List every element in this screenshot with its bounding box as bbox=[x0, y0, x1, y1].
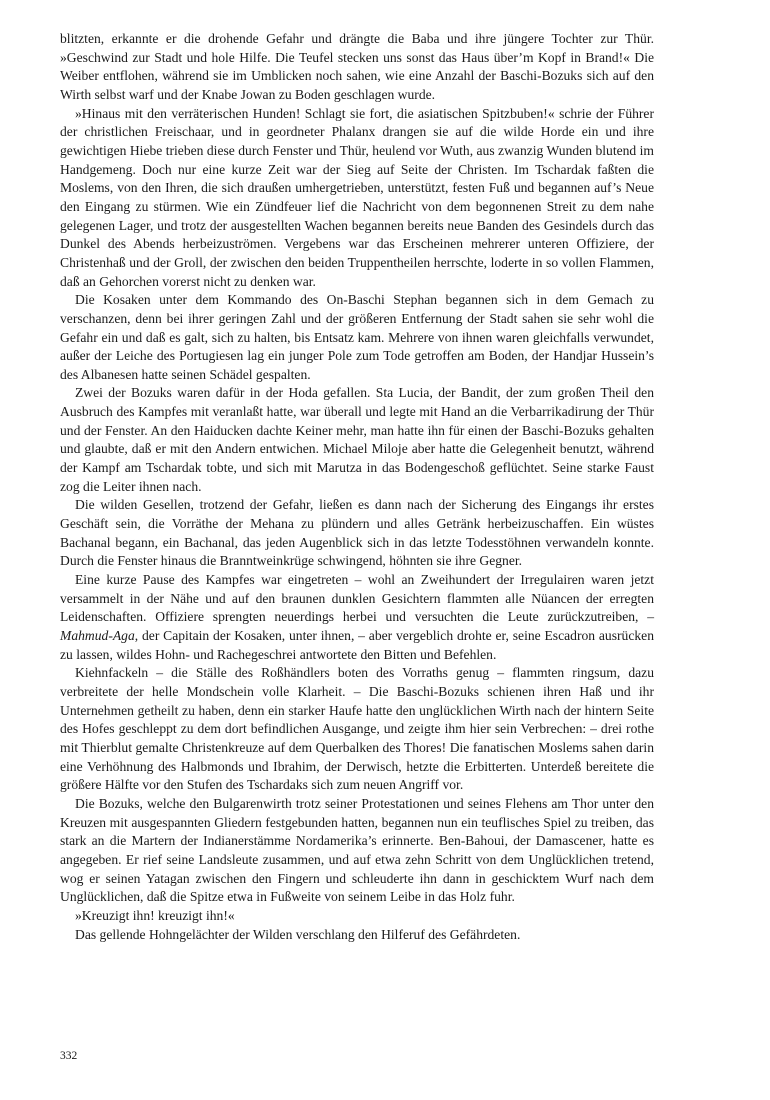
paragraph-7: Kiehnfackeln – die Ställe des Roßhändlers boten des Vorraths genug – flammten ringsum, dazu verbreitete der helle Mondschein volle Klarheit. – Die Baschi-Bozuks schienen ihren Haß und ihr Unternehmen getheilt zu haben, denn ein starker Haufe hatte den unglücklichen Wirth nach der hintern Seite des Hofes geschleppt zu dem dort befindlichen Ausgange, und zeigte ihm hier sein Verbrechen: – drei rothe mit Thierblut gemalte Christenkreuze auf dem Querbalken des Thores! Die fanatischen Moslems sahen darin eine Verhöhnung des Halbmonds und Ibrahim, der Derwisch, hetzte die Erbitterten. Unterdeß bereitete die größere Hälfte vor den Stufen des Tschardaks sich zum neuen Angriff vor. bbox=[60, 665, 654, 793]
paragraph-8: Die Bozuks, welche den Bulgarenwirth trotz seiner Protestationen und seines Flehens am Thor unter den Kreuzen mit ausgespannten Gliedern festgebunden hatten, begannen nun ein teuflisches Spiel zu treiben, das stark an die Martern der Indianerstämme Nordamerika’s erinnerte. Ben-Bahoui, der Damascener, hatte es angegeben. Er rief seine Landsleute zusammen, und auf etwa zehn Schritt von dem Unglücklichen tretend, wog er seinen Yatagan zwischen den Fingern und schleuderte ihn dann in geschicktem Wurf nach dem Unglücklichen, daß die Spitze etwa in Fußweite von seinem Leibe in das Holz fuhr. bbox=[60, 795, 654, 905]
paragraph-9: »Kreuzigt ihn! kreuzigt ihn!« bbox=[75, 907, 235, 923]
paragraph-6-start: Eine kurze Pause des Kampfes war eingetreten – wohl an Zweihundert der Irregulairen waren jetzt versammelt in der Nähe und auf den braunen dunklen Gesichtern flammten alle Nüancen der erregten Leidenschaften. Offiziere sprengten neuerdings herbei und versuchten die Leute zurückzutreiben, – bbox=[60, 572, 654, 625]
page-number: 332 bbox=[60, 1050, 78, 1062]
paragraph-6 bbox=[60, 571, 654, 664]
page-body bbox=[60, 30, 654, 944]
italic-name: Mahmud-Aga bbox=[60, 628, 135, 643]
paragraph-5: Die wilden Gesellen, trotzend der Gefahr, ließen es dann nach der Sicherung des Eingangs ihr erstes Geschäft sein, die Vorräthe der Mehana zu plündern und alles Getränk herbeizuschaffen. Ein wüstes Bachanal begann, ein Bachanal, das jeden Augenblick sich in das letzte Todesstöhnen verwandeln konnte. Durch die Fenster hinaus die Branntweinkrüge schwingend, höhnten sie ihre Gegner. bbox=[60, 497, 654, 569]
paragraph-3: Die Kosaken unter dem Kommando des On-Baschi Stephan begannen sich in dem Gemach zu verschanzen, denn bei ihrer geringen Zahl und der größeren Entfernung der Stadt sahen sie sehr wohl die Gefahr ein und daß es galt, sich zu halten, bis Entsatz kam. Mehrere von ihnen waren gleichfalls verwundet, außer der Leiche des Portugiesen lag ein junger Pole zum Tode getroffen am Boden, der Handjar Hussein’s des Albanesen hatte seinen Schädel gespalten. bbox=[60, 292, 654, 382]
paragraph-2: »Hinaus mit den verräterischen Hunden! Schlagt sie fort, die asiatischen Spitzbuben!« schrie der Führer der christlichen Freischaar, und in geordneter Phalanx drangen sie auf die wilde Horde ein und ihre gewichtigen Hiebe trieben diese durch Fenster und Thür, heulend vor Wuth, aus zwanzig Wunden blutend im Handgemeng. Doch nur eine kurze Zeit war der Sieg auf Seite der Christen. Im Tschardak faßten die Moslems, von den Ihren, die sich draußen umhergetrieben, unterstützt, festen Fuß und begannen auf’s Neue den Eingang zu stürmen. Wie ein Zündfeuer lief die Nachricht von dem begonnenen Streit zu dem nahe gelegenen Lager, und trotz der ausgestellten Wachen begannen bereits neue Banden des Gesindels durch das Dunkel des Abends herbeizuströmen. Vergebens war das Erscheinen mehrerer unteren Offiziere, der Christenhaß und der Groll, der zwischen den beiden Truppentheilen herrschte, loderte in so vollen Flammen, daß an Gehorchen vorerst nicht zu denken war. bbox=[60, 105, 654, 289]
paragraph-4: Zwei der Bozuks waren dafür in der Hoda gefallen. Sta Lucia, der Bandit, der zum großen Theil den Ausbruch des Kampfes mit veranlaßt hatte, war überall und legte mit Hand an die Verbarrikadirung der Thür und der Fenster. An den Haiducken dachte Keiner mehr, man hatte ihn für einen der Baschi-Bozuks gehalten und glaubte, daß er mit den Andern entwichen. Michael Miloje aber hatte die Gelegenheit benutzt, während der Kampf am Tschardak tobte, und sich mit Marutza in das Bodengeschoß geflüchtet. Seine starke Faust zog die Leiter ihnen nach. bbox=[60, 385, 654, 494]
paragraph-6-end: , der Capitain der Kosaken, unter ihnen, – aber vergeblich drohte er, seine Escadron ausrücken zu lassen, wildes Hohn- und Rachegeschrei antwortete den Bitten und Befehlen. bbox=[60, 628, 654, 662]
paragraph-1: blitzten, erkannte er die drohende Gefahr und drängte die Baba und ihre jüngere Tochter zur Thür. »Geschwind zur Stadt und hole Hilfe. Die Teufel stecken uns sonst das Haus über’m Kopf in Brand!« Die Weiber entflohen, während sie im Umblicken noch sahen, wie eine Anzahl der Baschi-Bozuks sich auf den Wirth selbst warf und der Knabe Jowan zu Boden geschlagen wurde. bbox=[60, 31, 654, 102]
paragraph-10: Das gellende Hohngelächter der Wilden verschlang den Hilferuf des Gefährdeten. bbox=[75, 926, 521, 942]
